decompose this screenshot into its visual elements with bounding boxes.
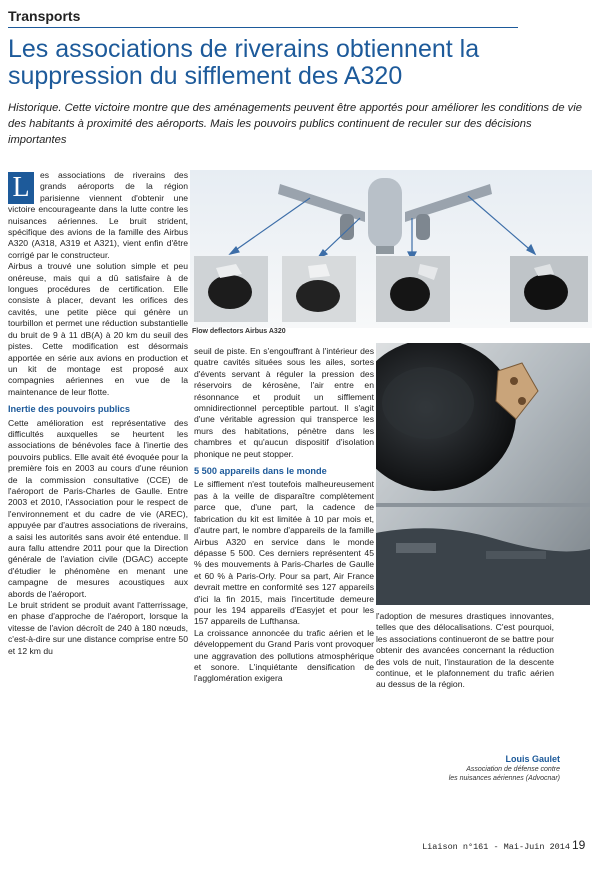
body-paragraph: La croissance annoncée du trafic aérien et le développement du Grand Paris vont provoquer une aggravation des pollutions atmosphérique et sonore. L'inquiétante densification de l'agglomération exigera <box>194 627 374 684</box>
column-2 <box>194 346 374 685</box>
body-paragraph: seuil de piste. En s'engouffrant à l'intérieur des quatre cavités situées sous les ailes, sortes d'évents servant à réguler la pression des réservoirs de kérosène, l'air entre en résonnance et produit un sifflement omnidirectionnel perceptible partout. Il s'agit d'une véritable agression qui transperce les murs des habitations, pénètre dans les chambres et qu'aucun dispositif d'isolation phonique ne peut stopper. <box>194 346 374 459</box>
deflector-photo-2 <box>282 256 356 322</box>
body-paragraph: Le sifflement n'est toutefois malheureusement pas à la veille de disparaître complètement parce que, d'une part, la cadence de fabrication du kit est limitée à 10 par mois et, d'autre part, le nombre d'appareils de la famille Airbus A320 en service dans le monde dépasse 5 500. Ces derniers représentent 45 % des mouvements à Paris-Charles de Gaulle et 60 % à Paris-Orly. Pour sa part, Air France devrait mettre en conformité ses 127 appareils d'ici la fin 2015, mais l'incertitude demeure pour les 194 appareils d'Easyjet et pour les 157 appareils de Lufthansa. <box>194 479 374 627</box>
deflector-photo-4 <box>510 256 588 322</box>
deflector-photo-3 <box>376 256 450 322</box>
headline: Les associations de riverains obtiennent la suppression du sifflement des A320 <box>8 35 480 90</box>
body-paragraph: Airbus a trouvé une solution simple et peu onéreuse, mais qui a dû satisfaire à de longues procédures de certification. Elle consiste à placer, devant les orifices des cavités, une petite pièce qui génère un tourbillon et permet une réduction substantielle du bruit de 9 à 11 dB(A) à 20 km du seuil des pistes. Cette modification est désormais apportée en série aux avions en production et un kit de montage est proposé aux compagnies aériennes en vue de la maintenance de leur flotte. <box>8 261 188 397</box>
subheading: Inertie des pouvoirs publics <box>8 404 131 415</box>
lead-paragraph: Historique. Cette victoire montre que des aménagements peuvent être apportés pour améliorer les conditions de vie des habitants à proximité des aéroports. Mais les pouvoirs publics continuent de reculer sur des décisions importantes <box>8 102 582 146</box>
body-paragraph: l'adoption de mesures drastiques innovantes, telles que des délocalisations. C'est pourquoi, les associations continueront de se battre pour obtenir des avancées concernant la réduction des vols de nuit, l'instauration de la descente continue, et le plafonnement du trafic aérien au dessus de la région. <box>376 611 554 690</box>
flow-deflectors-illustration <box>190 170 592 328</box>
figure-wing-underside-photo <box>376 343 590 605</box>
body-paragraph: Cette amélioration est représentative des difficultés auxquelles se heurtent les associations de bénévoles face à l'inertie des pouvoirs publics. Elle avait été évoquée pour la première fois en 2003 au cours d'une réunion de la commission consultative (CCE) de l'aéroport de Paris-Charles de Gaulle. Entre 2003 et 2010, l'Association pour le respect de l'environnement et du cadre de vie (AREC), appuyée par d'autres associations de riverains, a saisi les autorités sans avoir été entendue. Il aura fallu attendre 2011 pour que la Direction générale de l'aviation civile (DGAC) accepte d'étudier le phénomène en menant une campagne de mesures acoustiques aux abords de l'aéroport. <box>8 417 188 599</box>
footer-issue: Liaison n°161 - Mai-Juin 2014 <box>422 842 570 852</box>
body-paragraph: es associations de riverains des grands aéroports de la région parisienne viennent d'obtenir une victoire encourageante dans la lutte contre les nuisances aériennes. Le bruit strident, spécifique des avions de la famille des Airbus A320 (A318, A319 et A321), vient enfin d'être corrigé par le constructeur. <box>8 170 188 260</box>
column-3 <box>376 611 554 691</box>
figure-flow-deflectors <box>190 170 592 328</box>
body-paragraph: Le bruit strident se produit avant l'atterrissage, en phase d'approche de l'aéroport, lorsque la vitesse de l'avion décroît de 240 à 180 nœuds, c'est-à-dire sur une distance comprise entre 50 et 12 km du <box>8 600 188 656</box>
author-name: Louis Gaulet <box>505 754 560 764</box>
column-1 <box>8 170 188 657</box>
figure-caption: Flow deflectors Airbus A320 <box>192 328 286 335</box>
section-rule <box>8 27 518 28</box>
subheading: 5 500 appareils dans le monde <box>194 466 327 477</box>
wing-underside-photo <box>376 343 590 605</box>
deflector-photo-1 <box>194 256 268 322</box>
section-label: Transports <box>8 8 81 24</box>
author-role: Association de défense contre les nuisances aériennes (Advocnar) <box>448 766 560 782</box>
page-number: 19 <box>572 838 586 852</box>
drop-cap: L <box>8 172 34 204</box>
